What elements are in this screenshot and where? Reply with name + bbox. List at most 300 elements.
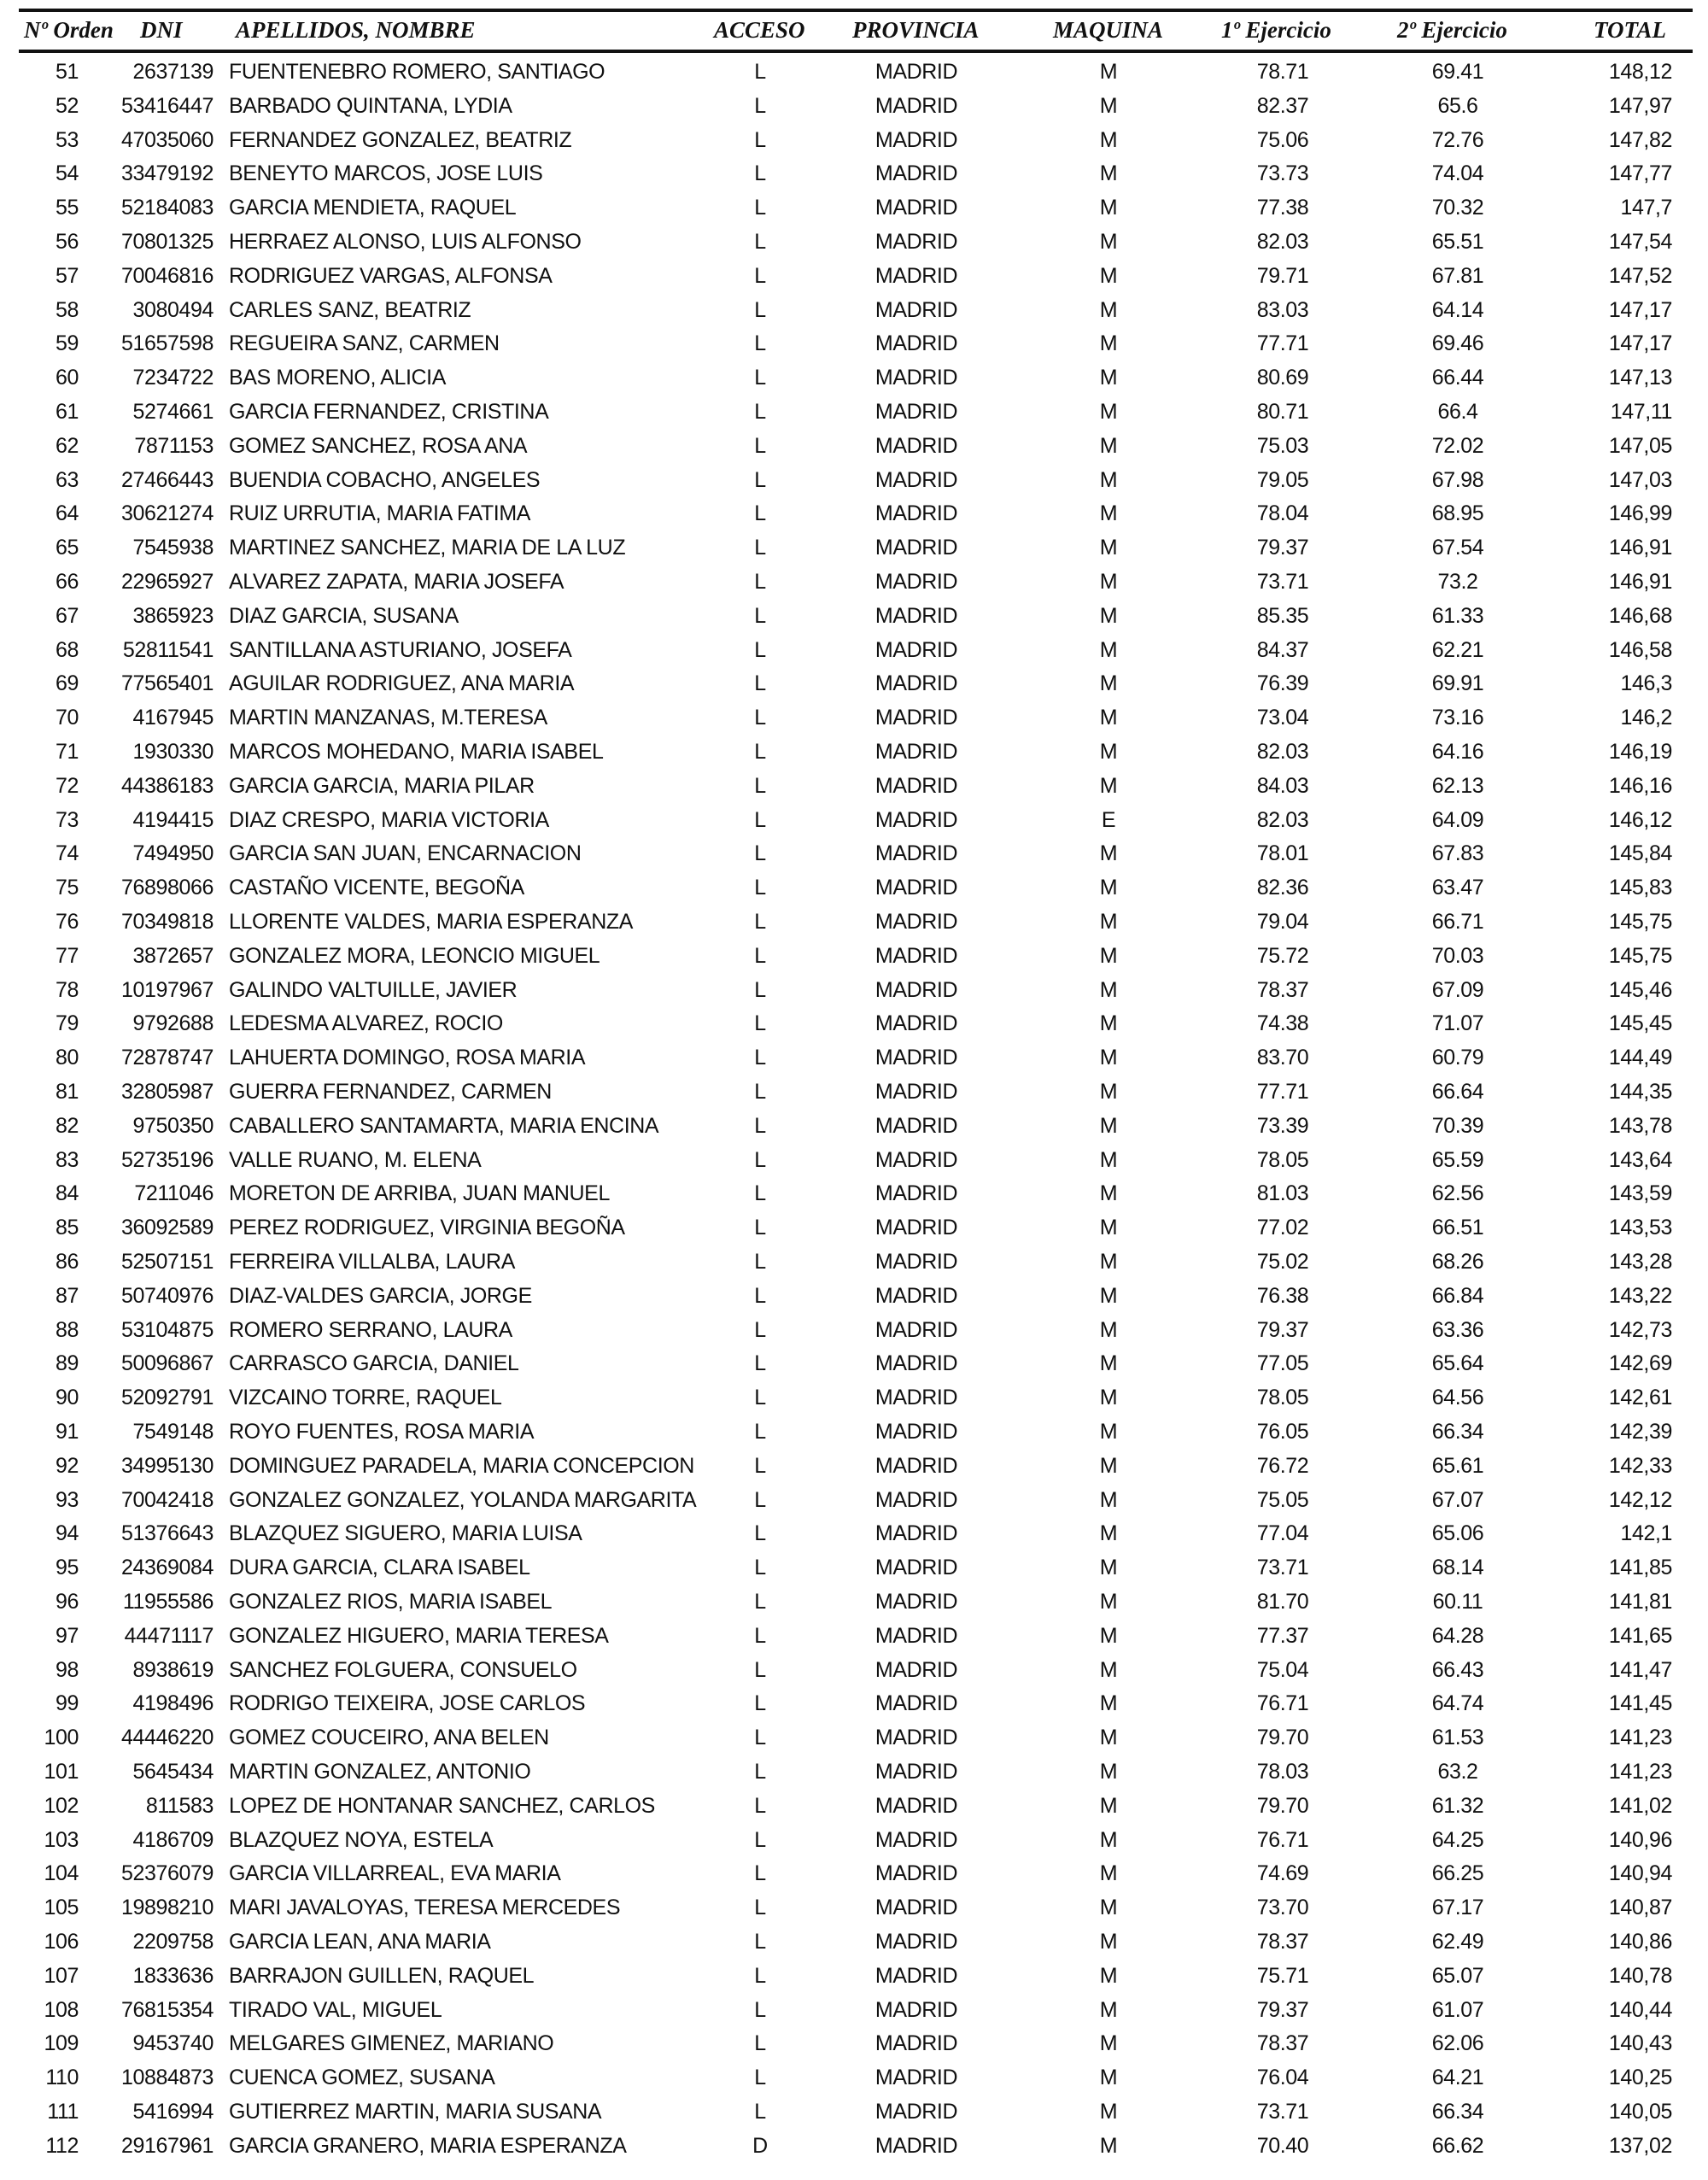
dni-cell: 9792688 — [132, 1011, 214, 1036]
dni-cell: 10197967 — [120, 977, 214, 1002]
acceso-cell: L — [754, 230, 766, 254]
name-cell: TIRADO VAL, MIGUEL — [229, 1997, 442, 2022]
total-cell: 141,45 — [1608, 1691, 1672, 1716]
name-cell: BLAZQUEZ NOYA, ESTELA — [229, 1827, 494, 1852]
name-cell: FERNANDEZ GONZALEZ, BEATRIZ — [229, 127, 572, 152]
orden-cell: 104 — [44, 1861, 79, 1886]
ejercicio2-cell: 66.44 — [1431, 366, 1484, 390]
dni-cell: 5416994 — [132, 2100, 214, 2124]
acceso-cell: L — [754, 263, 766, 288]
total-cell: 145,75 — [1608, 910, 1672, 934]
total-cell: 147,05 — [1608, 433, 1672, 458]
acceso-cell: L — [754, 977, 766, 1002]
acceso-cell: L — [754, 366, 766, 390]
table-row — [0, 1995, 1708, 2027]
acceso-cell: L — [754, 467, 766, 492]
ejercicio1-cell: 70.40 — [1256, 2133, 1309, 2158]
table-row — [0, 192, 1708, 225]
acceso-cell: L — [754, 603, 766, 628]
total-cell: 147,82 — [1608, 127, 1672, 152]
table-row — [0, 872, 1708, 905]
orden-cell: 78 — [55, 977, 79, 1002]
name-cell: DIAZ CRESPO, MARIA VICTORIA — [229, 807, 549, 832]
table-row — [0, 1620, 1708, 1653]
table-row — [0, 975, 1708, 1007]
name-cell: BARRAJON GUILLEN, RAQUEL — [229, 1963, 535, 1988]
dni-cell: 52735196 — [120, 1147, 214, 1172]
maquina-cell: M — [1099, 1590, 1118, 1614]
name-cell: GARCIA GARCIA, MARIA PILAR — [229, 773, 535, 798]
total-cell: 146,3 — [1620, 671, 1672, 696]
table-row — [0, 1042, 1708, 1075]
table-row — [0, 1212, 1708, 1245]
acceso-cell: L — [754, 2031, 766, 2056]
ejercicio1-cell: 82.03 — [1256, 807, 1309, 832]
acceso-cell: L — [754, 2100, 766, 2124]
dni-cell: 32805987 — [120, 1080, 214, 1104]
maquina-cell: M — [1099, 263, 1118, 288]
acceso-cell: L — [754, 1386, 766, 1410]
provincia-cell: MADRID — [874, 2031, 958, 2056]
maquina-cell: M — [1099, 1487, 1118, 1512]
ejercicio2-cell: 64.16 — [1431, 740, 1484, 764]
provincia-cell: MADRID — [874, 1351, 958, 1376]
name-cell: GARCIA SAN JUAN, ENCARNACION — [229, 841, 582, 866]
orden-cell: 107 — [44, 1963, 79, 1988]
total-cell: 145,45 — [1608, 1011, 1672, 1036]
name-cell: MARTIN GONZALEZ, ANTONIO — [229, 1760, 531, 1784]
ejercicio1-cell: 73.04 — [1256, 706, 1309, 730]
orden-cell: 111 — [47, 2100, 79, 2124]
ejercicio2-cell: 63.47 — [1431, 876, 1484, 900]
orden-cell: 112 — [45, 2133, 79, 2158]
dni-cell: 24369084 — [120, 1556, 214, 1580]
acceso-cell: L — [754, 331, 766, 356]
total-cell: 140,43 — [1608, 2031, 1672, 2056]
dni-cell: 3872657 — [132, 943, 214, 968]
provincia-cell: MADRID — [874, 807, 958, 832]
ejercicio2-cell: 63.36 — [1431, 1317, 1484, 1342]
maquina-cell: M — [1099, 1147, 1118, 1172]
ejercicio2-cell: 64.14 — [1431, 297, 1484, 322]
table-row — [0, 906, 1708, 939]
provincia-cell: MADRID — [874, 2066, 958, 2090]
provincia-cell: MADRID — [874, 1896, 958, 1920]
orden-cell: 55 — [55, 196, 79, 220]
maquina-cell: M — [1099, 1080, 1118, 1104]
orden-cell: 73 — [55, 807, 79, 832]
maquina-cell: M — [1099, 331, 1118, 356]
dni-cell: 34995130 — [120, 1453, 214, 1478]
total-cell: 140,05 — [1608, 2100, 1672, 2124]
acceso-cell: L — [754, 876, 766, 900]
provincia-cell: MADRID — [874, 910, 958, 934]
provincia-cell: MADRID — [874, 637, 958, 662]
table-row — [0, 1552, 1708, 1585]
ejercicio1-cell: 79.05 — [1256, 467, 1309, 492]
ejercicio1-cell: 75.71 — [1256, 1963, 1309, 1988]
ejercicio2-cell: 67.81 — [1431, 263, 1484, 288]
orden-cell: 76 — [55, 910, 79, 934]
maquina-cell: M — [1099, 977, 1118, 1002]
acceso-cell: L — [754, 161, 766, 186]
total-cell: 146,12 — [1608, 807, 1672, 832]
orden-cell: 110 — [45, 2066, 79, 2090]
total-cell: 146,91 — [1608, 536, 1672, 560]
dni-cell: 77565401 — [120, 671, 214, 696]
name-cell: AGUILAR RODRIGUEZ, ANA MARIA — [229, 671, 575, 696]
dni-cell: 53104875 — [120, 1317, 214, 1342]
ejercicio2-cell: 66.84 — [1431, 1283, 1484, 1308]
ejercicio1-cell: 78.03 — [1256, 1760, 1309, 1784]
dni-cell: 3865923 — [132, 603, 214, 628]
name-cell: SANCHEZ FOLGUERA, CONSUELO — [229, 1657, 577, 1682]
total-cell: 141,02 — [1608, 1793, 1672, 1818]
name-cell: HERRAEZ ALONSO, LUIS ALFONSO — [229, 230, 582, 254]
total-cell: 140,25 — [1608, 2066, 1672, 2090]
total-cell: 142,12 — [1608, 1487, 1672, 1512]
maquina-cell: M — [1099, 943, 1118, 968]
total-cell: 141,23 — [1608, 1726, 1672, 1750]
orden-cell: 99 — [55, 1691, 79, 1716]
dni-cell: 33479192 — [120, 161, 214, 186]
provincia-cell: MADRID — [874, 1521, 958, 1546]
orden-cell: 54 — [55, 161, 79, 186]
ejercicio2-cell: 65.51 — [1431, 230, 1484, 254]
table-row — [0, 635, 1708, 667]
ejercicio2-cell: 65.64 — [1431, 1351, 1484, 1376]
orden-cell: 103 — [44, 1827, 79, 1852]
dni-cell: 27466443 — [120, 467, 214, 492]
provincia-cell: MADRID — [874, 60, 958, 84]
dni-cell: 44386183 — [120, 773, 214, 798]
dni-cell: 52184083 — [120, 196, 214, 220]
table-row — [0, 1246, 1708, 1279]
ejercicio2-cell: 60.79 — [1431, 1046, 1484, 1070]
table-row — [0, 91, 1708, 123]
ejercicio2-cell: 66.4 — [1437, 400, 1478, 424]
ejercicio1-cell: 79.37 — [1256, 536, 1309, 560]
orden-cell: 84 — [55, 1181, 79, 1206]
ejercicio1-cell: 78.71 — [1256, 60, 1309, 84]
orden-cell: 74 — [55, 841, 79, 866]
name-cell: GARCIA GRANERO, MARIA ESPERANZA — [229, 2133, 627, 2158]
acceso-cell: L — [754, 127, 766, 152]
provincia-cell: MADRID — [874, 366, 958, 390]
table-row — [0, 668, 1708, 700]
table-row — [0, 1280, 1708, 1313]
ejercicio1-cell: 78.04 — [1256, 501, 1309, 526]
dni-cell: 70801325 — [120, 230, 214, 254]
provincia-cell: MADRID — [874, 1623, 958, 1648]
ejercicio2-cell: 66.71 — [1431, 910, 1484, 934]
ejercicio1-cell: 80.71 — [1256, 400, 1309, 424]
ejercicio2-cell: 73.2 — [1437, 570, 1478, 594]
provincia-cell: MADRID — [874, 1827, 958, 1852]
maquina-cell: M — [1099, 1623, 1118, 1648]
dni-cell: 22965927 — [120, 570, 214, 594]
ejercicio1-cell: 77.71 — [1256, 1080, 1309, 1104]
dni-cell: 4186709 — [132, 1827, 214, 1852]
acceso-cell: L — [754, 1181, 766, 1206]
provincia-cell: MADRID — [874, 127, 958, 152]
name-cell: GARCIA FERNANDEZ, CRISTINA — [229, 400, 549, 424]
ejercicio2-cell: 64.09 — [1431, 807, 1484, 832]
name-cell: CARRASCO GARCIA, DANIEL — [229, 1351, 519, 1376]
maquina-cell: M — [1099, 1181, 1118, 1206]
table-row — [0, 1518, 1708, 1550]
total-cell: 146,68 — [1608, 603, 1672, 628]
total-cell: 146,2 — [1620, 706, 1672, 730]
name-cell: RODRIGUEZ VARGAS, ALFONSA — [229, 263, 553, 288]
maquina-cell: E — [1101, 807, 1116, 832]
provincia-cell: MADRID — [874, 773, 958, 798]
ejercicio2-cell: 67.07 — [1431, 1487, 1484, 1512]
provincia-cell: MADRID — [874, 1011, 958, 1036]
total-cell: 143,22 — [1608, 1283, 1672, 1308]
dni-cell: 52507151 — [120, 1250, 214, 1274]
orden-cell: 88 — [55, 1317, 79, 1342]
ejercicio2-cell: 64.28 — [1431, 1623, 1484, 1648]
name-cell: BAS MORENO, ALICIA — [229, 366, 446, 390]
orden-cell: 65 — [55, 536, 79, 560]
acceso-cell: L — [754, 1420, 766, 1444]
table-row — [0, 125, 1708, 157]
total-cell: 141,23 — [1608, 1760, 1672, 1784]
orden-cell: 80 — [55, 1046, 79, 1070]
provincia-cell: MADRID — [874, 93, 958, 118]
acceso-cell: L — [754, 1487, 766, 1512]
acceso-cell: L — [754, 1080, 766, 1104]
name-cell: SANTILLANA ASTURIANO, JOSEFA — [229, 637, 572, 662]
acceso-cell: L — [754, 2066, 766, 2090]
dni-cell: 51657598 — [120, 331, 214, 356]
table-row — [0, 1790, 1708, 1823]
ejercicio2-cell: 72.02 — [1431, 433, 1484, 458]
dni-cell: 8938619 — [132, 1657, 214, 1682]
ejercicio2-cell: 67.98 — [1431, 467, 1484, 492]
maquina-cell: M — [1099, 671, 1118, 696]
provincia-cell: MADRID — [874, 1250, 958, 1274]
maquina-cell: M — [1099, 1216, 1118, 1240]
maquina-cell: M — [1099, 161, 1118, 186]
dni-cell: 811583 — [145, 1793, 214, 1818]
orden-cell: 92 — [55, 1453, 79, 1478]
acceso-cell: L — [754, 93, 766, 118]
table-row — [0, 226, 1708, 259]
name-cell: CARLES SANZ, BEATRIZ — [229, 297, 471, 322]
table-row — [0, 362, 1708, 395]
dni-cell: 7871153 — [134, 433, 214, 458]
provincia-cell: MADRID — [874, 1793, 958, 1818]
table-row — [0, 1450, 1708, 1483]
ejercicio2-cell: 70.32 — [1431, 196, 1484, 220]
ejercicio1-cell: 78.05 — [1256, 1386, 1309, 1410]
ejercicio2-cell: 68.14 — [1431, 1556, 1484, 1580]
name-cell: GARCIA VILLARREAL, EVA MARIA — [229, 1861, 561, 1886]
name-cell: PEREZ RODRIGUEZ, VIRGINIA BEGOÑA — [229, 1216, 625, 1240]
ejercicio2-cell: 74.04 — [1431, 161, 1484, 186]
ejercicio1-cell: 73.71 — [1256, 1556, 1309, 1580]
total-cell: 142,69 — [1608, 1351, 1672, 1376]
ejercicio2-cell: 71.07 — [1431, 1011, 1484, 1036]
acceso-cell: L — [754, 1351, 766, 1376]
name-cell: LEDESMA ALVAREZ, ROCIO — [229, 1011, 503, 1036]
maquina-cell: M — [1099, 603, 1118, 628]
provincia-cell: MADRID — [874, 706, 958, 730]
provincia-cell: MADRID — [874, 841, 958, 866]
dni-cell: 53416447 — [120, 93, 214, 118]
maquina-cell: M — [1099, 1827, 1118, 1852]
total-cell: 143,53 — [1608, 1216, 1672, 1240]
acceso-cell: L — [754, 1997, 766, 2022]
provincia-cell: MADRID — [874, 536, 958, 560]
provincia-cell: MADRID — [874, 1657, 958, 1682]
ejercicio2-cell: 63.2 — [1437, 1760, 1478, 1784]
ejercicio2-cell: 68.95 — [1431, 501, 1484, 526]
acceso-cell: L — [754, 1726, 766, 1750]
acceso-cell: L — [754, 297, 766, 322]
provincia-cell: MADRID — [874, 2100, 958, 2124]
header-ejercicio1: 1º Ejercicio — [1221, 17, 1331, 43]
ejercicio1-cell: 75.05 — [1256, 1487, 1309, 1512]
provincia-cell: MADRID — [874, 2133, 958, 2158]
ejercicio2-cell: 72.76 — [1431, 127, 1484, 152]
ejercicio1-cell: 78.37 — [1256, 977, 1309, 1002]
ejercicio2-cell: 65.6 — [1437, 93, 1478, 118]
orden-cell: 100 — [44, 1726, 79, 1750]
orden-cell: 98 — [55, 1657, 79, 1682]
name-cell: MARCOS MOHEDANO, MARIA ISABEL — [229, 740, 604, 764]
total-cell: 141,47 — [1608, 1657, 1672, 1682]
ejercicio1-cell: 81.03 — [1256, 1181, 1309, 1206]
ejercicio1-cell: 75.03 — [1256, 433, 1309, 458]
total-cell: 147,17 — [1608, 331, 1672, 356]
ejercicio2-cell: 66.62 — [1431, 2133, 1484, 2158]
provincia-cell: MADRID — [874, 943, 958, 968]
maquina-cell: M — [1099, 366, 1118, 390]
table-row — [0, 1825, 1708, 1857]
acceso-cell: L — [754, 1896, 766, 1920]
dni-cell: 11955586 — [122, 1590, 214, 1614]
orden-cell: 67 — [55, 603, 79, 628]
acceso-cell: L — [754, 1793, 766, 1818]
maquina-cell: M — [1099, 1386, 1118, 1410]
provincia-cell: MADRID — [874, 263, 958, 288]
total-cell: 147,77 — [1608, 161, 1672, 186]
table-row — [0, 2096, 1708, 2129]
table-row — [0, 1076, 1708, 1109]
ejercicio2-cell: 67.09 — [1431, 977, 1484, 1002]
ejercicio2-cell: 62.13 — [1431, 773, 1484, 798]
name-cell: GONZALEZ GONZALEZ, YOLANDA MARGARITA — [229, 1487, 697, 1512]
acceso-cell: L — [754, 1011, 766, 1036]
name-cell: GOMEZ SANCHEZ, ROSA ANA — [229, 433, 528, 458]
provincia-cell: MADRID — [874, 1726, 958, 1750]
table-row — [0, 56, 1708, 89]
orden-cell: 63 — [55, 467, 79, 492]
maquina-cell: M — [1099, 1420, 1118, 1444]
header-rule — [19, 50, 1693, 53]
ejercicio1-cell: 73.39 — [1256, 1113, 1309, 1138]
ejercicio1-cell: 78.37 — [1256, 1930, 1309, 1954]
name-cell: MARI JAVALOYAS, TERESA MERCEDES — [229, 1896, 621, 1920]
ejercicio2-cell: 67.83 — [1431, 841, 1484, 866]
name-cell: GUERRA FERNANDEZ, CARMEN — [229, 1080, 552, 1104]
maquina-cell: M — [1099, 1930, 1118, 1954]
total-cell: 142,33 — [1608, 1453, 1672, 1478]
table-row — [0, 295, 1708, 327]
dni-cell: 52092791 — [120, 1386, 214, 1410]
maquina-cell: M — [1099, 467, 1118, 492]
total-cell: 146,58 — [1608, 637, 1672, 662]
orden-cell: 93 — [55, 1487, 79, 1512]
ejercicio1-cell: 75.72 — [1256, 943, 1309, 968]
orden-cell: 59 — [55, 331, 79, 356]
maquina-cell: M — [1099, 2100, 1118, 2124]
acceso-cell: L — [754, 570, 766, 594]
provincia-cell: MADRID — [874, 1556, 958, 1580]
provincia-cell: MADRID — [874, 501, 958, 526]
orden-cell: 57 — [55, 263, 79, 288]
orden-cell: 96 — [55, 1590, 79, 1614]
acceso-cell: L — [754, 1317, 766, 1342]
dni-cell: 70046816 — [120, 263, 214, 288]
acceso-cell: L — [754, 706, 766, 730]
orden-cell: 91 — [55, 1420, 79, 1444]
provincia-cell: MADRID — [874, 1760, 958, 1784]
orden-cell: 53 — [55, 127, 79, 152]
acceso-cell: L — [754, 1691, 766, 1716]
orden-cell: 70 — [55, 706, 79, 730]
orden-cell: 51 — [55, 60, 79, 84]
ejercicio2-cell: 64.25 — [1431, 1827, 1484, 1852]
name-cell: RUIZ URRUTIA, MARIA FATIMA — [229, 501, 531, 526]
ejercicio2-cell: 65.07 — [1431, 1963, 1484, 1988]
orden-cell: 97 — [55, 1623, 79, 1648]
acceso-cell: L — [754, 60, 766, 84]
ejercicio2-cell: 61.33 — [1431, 603, 1484, 628]
provincia-cell: MADRID — [874, 1386, 958, 1410]
total-cell: 147,11 — [1610, 400, 1672, 424]
table-row — [0, 2062, 1708, 2095]
table-row — [0, 532, 1708, 565]
maquina-cell: M — [1099, 93, 1118, 118]
maquina-cell: M — [1099, 1113, 1118, 1138]
ejercicio1-cell: 76.05 — [1256, 1420, 1309, 1444]
ejercicio1-cell: 76.38 — [1256, 1283, 1309, 1308]
name-cell: MELGARES GIMENEZ, MARIANO — [229, 2031, 554, 2056]
acceso-cell: L — [754, 637, 766, 662]
dni-cell: 4167945 — [132, 706, 214, 730]
ejercicio2-cell: 62.49 — [1431, 1930, 1484, 1954]
ejercicio2-cell: 62.21 — [1431, 637, 1484, 662]
maquina-cell: M — [1099, 570, 1118, 594]
maquina-cell: M — [1099, 773, 1118, 798]
table-row — [0, 465, 1708, 497]
ejercicio2-cell: 61.53 — [1431, 1726, 1484, 1750]
table-row — [0, 1145, 1708, 1177]
ejercicio2-cell: 67.17 — [1431, 1896, 1484, 1920]
name-cell: GONZALEZ RIOS, MARIA ISABEL — [229, 1590, 553, 1614]
orden-cell: 109 — [44, 2031, 79, 2056]
provincia-cell: MADRID — [874, 1930, 958, 1954]
header-acceso: ACCESO — [714, 17, 805, 43]
header-orden: Nº Orden — [24, 17, 114, 43]
dni-cell: 5645434 — [132, 1760, 214, 1784]
provincia-cell: MADRID — [874, 1691, 958, 1716]
ejercicio2-cell: 68.26 — [1431, 1250, 1484, 1274]
